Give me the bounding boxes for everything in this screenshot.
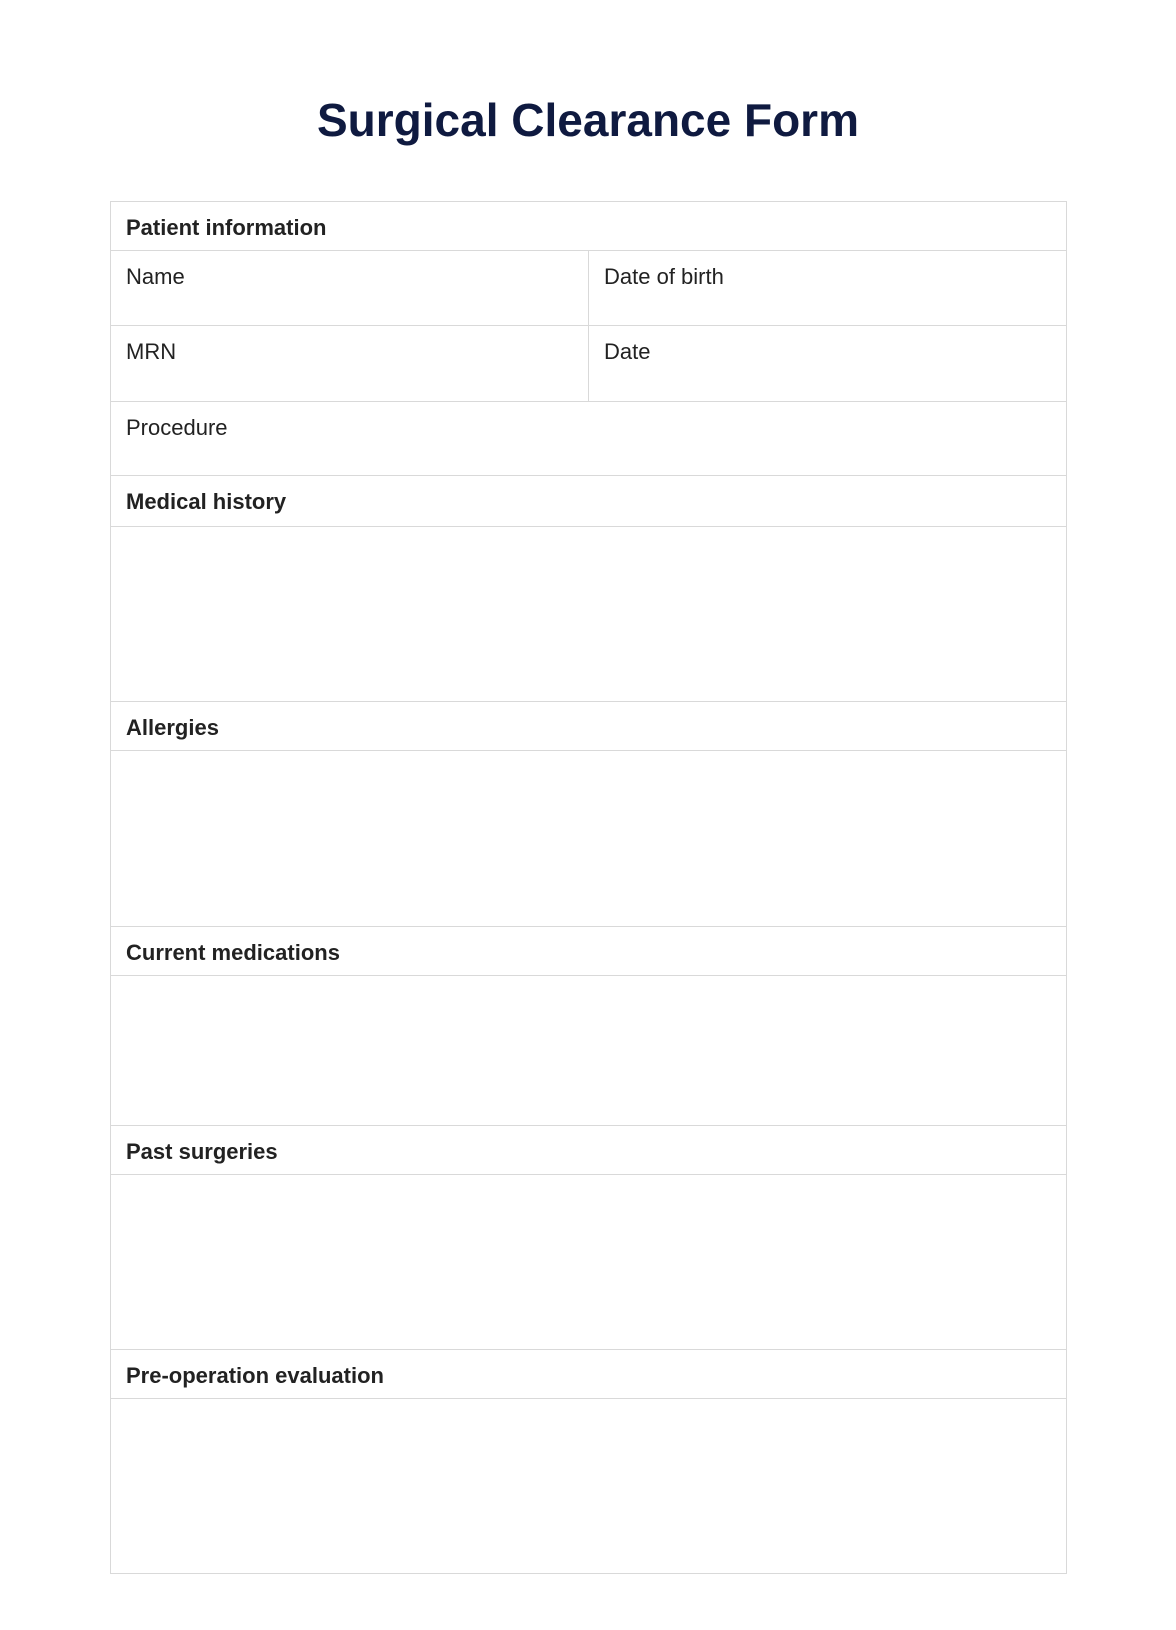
allergies-header-row <box>111 702 1067 751</box>
name-dob-row <box>111 251 1067 326</box>
current-medications-heading: Current medications <box>111 927 1067 976</box>
date-field[interactable] <box>589 326 1067 402</box>
past-surgeries-area[interactable] <box>111 1175 1067 1350</box>
name-label: Name <box>126 264 185 289</box>
pre-operation-evaluation-heading: Pre-operation evaluation <box>111 1350 1067 1399</box>
patient-information-header-row <box>111 202 1067 251</box>
pre-operation-evaluation-area-row <box>111 1399 1067 1574</box>
mrn-date-row <box>111 326 1067 402</box>
date-label: Date <box>604 339 651 364</box>
past-surgeries-area-row <box>111 1175 1067 1350</box>
pre-operation-evaluation-header-row <box>111 1350 1067 1399</box>
past-surgeries-heading: Past surgeries <box>111 1126 1067 1175</box>
medical-history-area[interactable] <box>111 527 1067 702</box>
allergies-heading: Allergies <box>111 702 1067 751</box>
past-surgeries-header-row <box>111 1126 1067 1175</box>
procedure-field[interactable] <box>111 402 1067 476</box>
procedure-row <box>111 402 1067 476</box>
pre-operation-evaluation-area[interactable] <box>111 1399 1067 1574</box>
name-field[interactable] <box>111 251 589 326</box>
current-medications-area-row <box>111 976 1067 1126</box>
clearance-form-table <box>110 201 1067 1574</box>
allergies-area[interactable] <box>111 751 1067 927</box>
allergies-area-row <box>111 751 1067 927</box>
current-medications-area[interactable] <box>111 976 1067 1126</box>
procedure-label: Procedure <box>126 415 228 440</box>
mrn-label: MRN <box>126 339 177 364</box>
medical-history-area-row <box>111 527 1067 702</box>
medical-history-heading: Medical history <box>111 476 1067 527</box>
mrn-field[interactable] <box>111 326 589 402</box>
patient-information-heading: Patient information <box>111 202 1067 251</box>
date-of-birth-field[interactable] <box>589 251 1067 326</box>
date-of-birth-label: Date of birth <box>604 264 724 289</box>
page-title: Surgical Clearance Form <box>317 94 859 146</box>
current-medications-header-row <box>111 927 1067 976</box>
medical-history-header-row <box>111 476 1067 527</box>
